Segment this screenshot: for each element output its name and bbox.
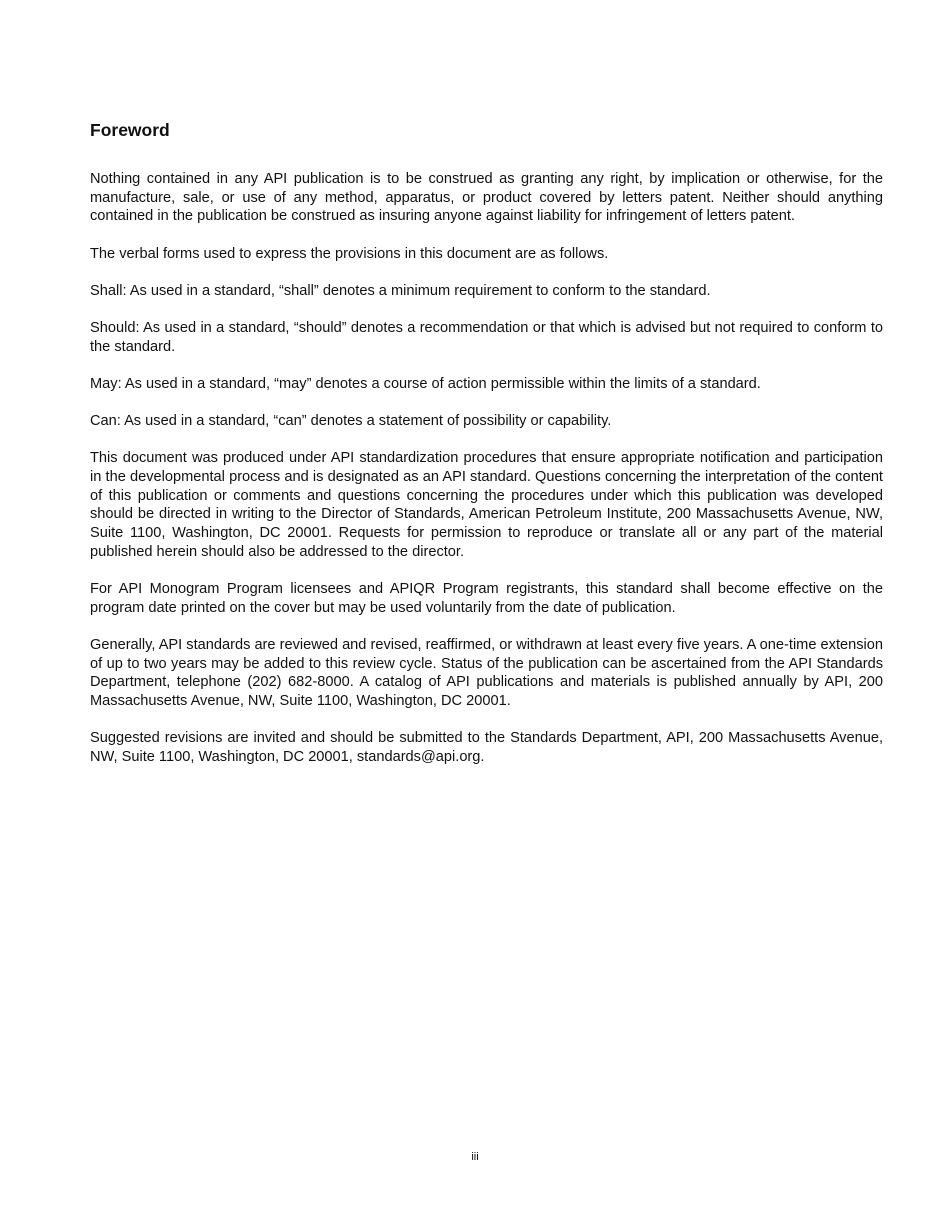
document-page — [90, 118, 883, 785]
paragraph-patent-disclaimer: Nothing contained in any API publication is to be construed as granting any right, by implication or otherwise, for the manufacture, sale, or use of any method, apparatus, or product covered by letters patent. Neither should anything contained in the publication be construed as insuring anyone against liability for infringement of letters patent. — [90, 171, 883, 225]
paragraph-may: May: As used in a standard, “may” denotes a course of action permissible within the limits of a standard. — [90, 375, 761, 392]
paragraph-verbal-forms: The verbal forms used to express the provisions in this document are as follows. — [90, 245, 609, 262]
paragraph-shall: Shall: As used in a standard, “shall” denotes a minimum requirement to conform to the standard. — [90, 282, 711, 299]
page-number: iii — [471, 1151, 479, 1163]
paragraph-standardization-procedures: This document was produced under API standardization procedures that ensure appropriate notification and participation in the developmental process and is designated as an API standard. Questions concerning the interpretation of the content of this publication or comments and questions concerning the procedures under which this publication was developed should be directed in writing to the Director of Standards, American Petroleum Institute, 200 Massachusetts Avenue, NW, Suite 1100, Washington, DC 20001. Requests for permission to reproduce or translate all or any part of the material published herein should also be addressed to the director. — [90, 450, 883, 560]
page-title: Foreword — [90, 120, 170, 140]
paragraph-should: Should: As used in a standard, “should” denotes a recommendation or that which is advised but not required to conform to the standard. — [90, 320, 883, 355]
paragraph-can: Can: As used in a standard, “can” denotes a statement of possibility or capability. — [90, 413, 612, 430]
paragraph-effective-date: For API Monogram Program licensees and APIQR Program registrants, this standard shall become effective on the program date printed on the cover but may be used voluntarily from the date of publication. — [90, 581, 883, 616]
paragraph-suggested-revisions: Suggested revisions are invited and should be submitted to the Standards Department, API, 200 Massachusetts Avenue, NW, Suite 1100, Washington, DC 20001, standards@api.org. — [90, 730, 883, 765]
paragraph-review-cycle: Generally, API standards are reviewed and revised, reaffirmed, or withdrawn at least every five years. A one-time extension of up to two years may be added to this review cycle. Status of the publication can be ascertained from the API Standards Department, telephone (202) 682-8000. A catalog of API publications and materials is published annually by API, 200 Massachusetts Avenue, NW, Suite 1100, Washington, DC 20001. — [90, 636, 883, 710]
